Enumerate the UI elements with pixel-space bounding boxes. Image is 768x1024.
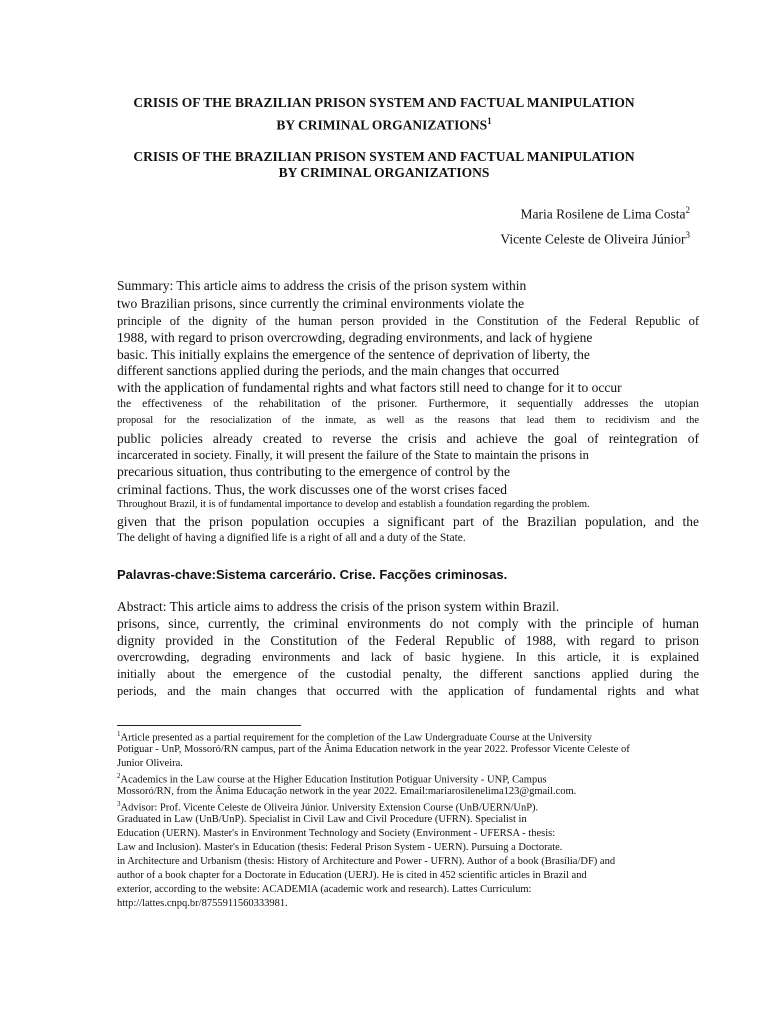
footnote-3-cont: Law and Inclusion). Master's in Education (thesis: Federal Prison System - UERN). Pursuing a Doctorate. — [117, 842, 563, 853]
title-footnote-ref[interactable]: 1 — [487, 116, 492, 126]
summary-line: two Brazilian prisons, since currently the criminal environments violate the — [117, 296, 525, 311]
footnote-2-marker: 2 — [117, 772, 121, 780]
summary-line: incarcerated in society. Finally, it will present the failure of the State to maintain the prisons in — [117, 448, 589, 462]
summary-line: public policies already created to reverse the crisis and achieve the goal of reintegration of — [117, 431, 699, 446]
title-en-line-1: CRISIS OF THE BRAZILIAN PRISON SYSTEM AND FACTUAL MANIPULATION — [133, 149, 635, 164]
summary-line: Summary: This article aims to address the crisis of the prison system within — [117, 278, 527, 293]
summary-line: precarious situation, thus contributing to the emergence of control by the — [117, 464, 511, 479]
title-en-line-2: BY CRIMINAL ORGANIZATIONS — [278, 165, 490, 180]
summary-line: the effectiveness of the rehabilitation of the prisoner. Furthermore, it sequentially addresses the utopian — [117, 398, 699, 410]
summary-line: given that the prison population occupies a significant part of the Brazilian population, and the — [117, 514, 699, 529]
footnote-3-cont: author of a book chapter for a Doctorate in Education (UERJ). He is cited in 452 scientific articles in Brazil and — [117, 870, 587, 881]
summary-line: criminal factions. Thus, the work discusses one of the worst crises faced — [117, 482, 508, 497]
title-line-1: CRISIS OF THE BRAZILIAN PRISON SYSTEM AND FACTUAL MANIPULATION — [133, 95, 635, 110]
summary-line: The delight of having a dignified life is a right of all and a duty of the State. — [117, 532, 466, 544]
footnote-2: $^2$Academics in the Law course at the Higher Education Institution Potiguar University - UNP, Campus — [117, 772, 547, 786]
footnote-3-marker: 3 — [117, 800, 121, 808]
footnote-3-cont: exterior, according to the website: ACADEMIA (academic work and research). Lattes Curriculum: — [117, 884, 532, 895]
footnote-3-cont: Education (UERN). Master's in Environment Technology and Society (Environment - UFERSA - thesis: — [117, 828, 556, 839]
footnote-3-cont: Graduated in Law (UnB/UnP). Specialist in Civil Law and Civil Procedure (UFRN). Specialist in — [117, 814, 527, 825]
keywords: Palavras-chave:Sistema carcerário. Crise. Facções criminosas. — [117, 567, 508, 582]
summary-line: principle of the dignity of the human person provided in the Constitution of the Federal Republic of — [117, 314, 699, 328]
abstract-line: periods, and the main changes that occurred with the application of fundamental rights and what — [117, 684, 699, 698]
footnote-2-email-line[interactable]: Mossoró/RN, from the Ânima Educação network in the year 2022. Email:mariarosilenelima123@gmail.com. — [117, 786, 577, 797]
title-line-2: BY CRIMINAL ORGANIZATIONS$^1$ — [276, 116, 492, 133]
footnote-3-cont: in Architecture and Urbanism (thesis: History of Architecture and Power - UFRN). Author of a book (Brasília/DF) and — [117, 856, 616, 867]
author-2: Vicente Celeste de Oliveira Júnior$^3$ — [500, 230, 690, 247]
summary-line: different sanctions applied during the periods, and the main changes that occurred — [117, 363, 560, 378]
author-2-footnote-ref[interactable]: 3 — [685, 230, 690, 240]
abstract-line: dignity provided in the Constitution of the Federal Republic of 1988, with regard to prison — [117, 633, 699, 648]
footnote-2-cont — [117, 786, 677, 797]
summary-line: proposal for the resocialization of the inmate, as well as the reasons that lead them to recidivism and the — [117, 415, 699, 426]
footnote-3-lattes-link[interactable]: http://lattes.cnpq.br/8755911560333981. — [117, 898, 288, 909]
summary-line: basic. This initially explains the emergence of the sentence of deprivation of liberty, the — [117, 347, 590, 362]
footnote-1-cont: Potiguar - UnP, Mossoró/RN campus, part of the Ânima Education network in the year 2022. Professor Vicente Celeste of — [117, 744, 630, 755]
abstract-line: overcrowding, degrading environments and lack of basic hygiene. In this article, it is explained — [117, 650, 699, 664]
summary-line: Throughout Brazil, it is of fundamental importance to develop and establish a foundation regarding the problem. — [117, 499, 590, 510]
author-1-footnote-ref[interactable]: 2 — [685, 205, 690, 215]
abstract-line: Abstract: This article aims to address the crisis of the prison system within Brazil. — [117, 599, 560, 614]
summary-line: with the application of fundamental rights and what factors still need to change for it to occur — [117, 380, 622, 395]
summary-line: 1988, with regard to prison overcrowding, degrading environments, and lack of hygiene — [117, 330, 593, 345]
author-1: Maria Rosilene de Lima Costa$^2$ — [520, 205, 690, 222]
footnote-1: $^1$Article presented as a partial requirement for the completion of the Law Undergraduate Course at the University — [117, 730, 593, 744]
abstract-line: initially about the emergence of the custodial penalty, the different sanctions applied during the — [117, 667, 699, 681]
footnote-1-cont: Junior Oliveira. — [117, 758, 183, 769]
abstract-line: prisons, since, currently, the criminal environments do not comply with the principle of human — [117, 616, 699, 631]
footnote-1-marker: 1 — [117, 730, 121, 738]
footnote-divider — [117, 725, 301, 726]
footnote-3: $^3$Advisor: Prof. Vicente Celeste de Oliveira Júnior. University Extension Course (UnB/UERN/UnP). — [117, 800, 539, 814]
